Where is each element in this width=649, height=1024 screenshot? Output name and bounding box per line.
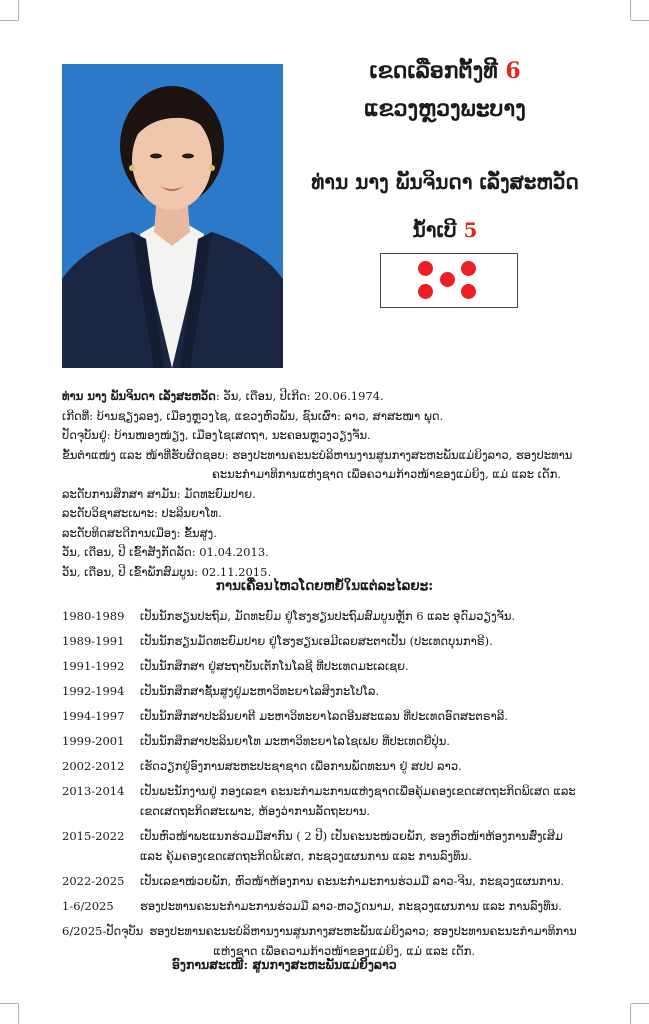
- timeline-year: 1999-2001: [62, 734, 125, 748]
- timeline-year: 1989-1991: [62, 634, 125, 648]
- district-number: 6: [505, 58, 521, 84]
- crop-mark: [631, 1003, 649, 1004]
- ballot-number: 5: [463, 218, 478, 242]
- bio-name-dob: [62, 387, 602, 407]
- timeline-text: [140, 631, 622, 651]
- timeline-text: [140, 871, 622, 891]
- timeline-year: 1980-1989: [62, 609, 125, 623]
- bio-name: ທ່ານ ນາງ ພັນຈິນດາ ເລັ່ງສະຫວັດ: [62, 389, 216, 403]
- bio-residence: ປັດຈຸບັນຢູ່: ບ້ານໜອງໜ່ຽງ, ເມືອງໄຊເສດຖາ, ນະຄອນຫຼວງວຽງຈັນ.: [62, 428, 371, 442]
- crop-mark: [0, 20, 18, 21]
- timeline-text-line: ເປັນນັກສຶກສາ ຢູ່ສະຖາບັນເຕັກໂນໂລຊີ ທີ່ປະເທດມະເລເຊຍ.: [140, 659, 409, 673]
- candidate-name: ທ່ານ ນາງ ພັນຈິນດາ ເລັ່ງສະຫວັດ: [311, 170, 579, 194]
- timeline-text-line: ເປັນນັກສຶກສາປະລິນຍາຕີ ມະຫາວິທະຍາໄລດອີນສະແລນ ທີ່ປະເທດອົດສະຕຣາລີ.: [140, 709, 508, 723]
- timeline-row: [62, 731, 622, 751]
- timeline-row: [62, 656, 622, 676]
- ballot-symbol-box: [380, 253, 518, 308]
- timeline-text: [140, 781, 622, 821]
- timeline-row: [62, 871, 622, 891]
- timeline-text-line: ຮອງປະທານຄະນະກຳມະການຮ່ວມມື ລາວ-ຫວຽດນາມ, ກະຊວງແຜນການ ແລະ ການລົງທຶນ.: [140, 899, 562, 913]
- timeline-list: [62, 606, 622, 966]
- crop-mark: [18, 0, 19, 20]
- nominating-organization: ອົງການສະເໜີ: ສູນກາງສະຫະພັນແມ່ຍິງລາວ: [172, 957, 397, 972]
- bio-position-cont: ຄະນະກຳມາທິການແຫ່ງຊາດ ເພື່ອຄວາມກ້າວໜ້າຂອງແມ່ຍິງ, ແມ່ ແລະ ເດັກ.: [212, 467, 561, 481]
- timeline-text-line: ເປັນນັກຮຽນປະຖົມ, ມັດທະຍົມ ຢູ່ໂຮງຮຽນປະຖົມສົມບູນຫຼັກ 6 ແລະ ອຸດົມວຽງຈັນ.: [140, 609, 516, 623]
- timeline-row: [62, 756, 622, 776]
- biography: [62, 387, 602, 582]
- timeline-year: 1-6/2025: [62, 899, 114, 913]
- timeline-text: [140, 896, 622, 916]
- timeline-text-line: ເປັນນັກສຶກສາຊັ້ນສູງຢູ່ມະຫາວິທະຍາໄລສິງກະໂປໂລ.: [140, 684, 380, 698]
- timeline-text: [140, 731, 622, 751]
- timeline-row: [62, 606, 622, 626]
- timeline-year: 2022-2025: [62, 874, 125, 888]
- timeline-year: 1994-1997: [62, 709, 125, 723]
- red-dot: [418, 261, 433, 276]
- timeline-row: [62, 781, 622, 821]
- district-label: ເຂດເລືອກຕັ້ງທີ: [369, 58, 498, 84]
- timeline-text-line: ເປັນຫົວໜ້າພະແນກຮ່ວມມືສາກົນ ( 2 ປີ) ເປັນຄະນະໜ່ວຍພັກ, ຮອງຫົວໜ້າຫ້ອງການສົ່ງເສີມ: [140, 829, 563, 843]
- timeline-year: 2013-2014: [62, 784, 125, 798]
- bio-dob: : ວັນ, ເດືອນ, ປີເກີດ: 20.06.1974.: [215, 389, 384, 403]
- ballot-label: ນໍ້າເບີ: [412, 218, 457, 242]
- crop-mark: [630, 0, 631, 20]
- red-dot: [461, 284, 476, 299]
- timeline-text-line: ເປັນນັກຮຽນມັດທະຍົມປາຍ ຢູ່ໂຮງຮຽນເອມີເລຍສະຕາເປັນ (ປະເທດບຸນກາຣີ).: [140, 634, 493, 648]
- timeline-year: 6/2025-ປັດຈຸບັນ: [62, 924, 144, 938]
- red-dot: [440, 272, 455, 287]
- timeline-row: [62, 681, 622, 701]
- bio-degree: ລະດັບວິຊາສະເພາະ: ປະລິນຍາໂທ.: [62, 506, 222, 520]
- timeline-text: [140, 606, 622, 626]
- timeline-year: 2015-2022: [62, 829, 125, 843]
- candidate-portrait: [62, 64, 283, 368]
- timeline-text: [140, 706, 622, 726]
- red-dot: [418, 284, 433, 299]
- timeline-text: [149, 921, 622, 961]
- timeline-row: [62, 706, 622, 726]
- crop-mark: [631, 20, 649, 21]
- crop-mark: [0, 1003, 18, 1004]
- timeline-row: [62, 921, 622, 961]
- timeline-text: [140, 656, 622, 676]
- district-heading: [300, 58, 590, 84]
- timeline-text-line: ເປັນເລຂາໜ່ວຍພັກ, ຫົວໜ້າຫ້ອງການ ຄະນະກຳມະການຮ່ວມມື ລາວ-ຈີນ, ກະຊວງແຜນການ.: [140, 874, 565, 888]
- red-dot: [461, 261, 476, 276]
- timeline-year: 2002-2012: [62, 759, 125, 773]
- crop-mark: [18, 1004, 19, 1024]
- timeline-text-line: ເຮັດວຽກຢູ່ອົງການສະຫະປະຊາຊາດ ເພື່ອການພັດທະນາ ຢູ່ ສປປ ລາວ.: [140, 759, 462, 773]
- bio-join-date: ວັນ, ເດືອນ, ປີ ເຂົ້າສັງກັດລັດ: 01.04.2013.: [62, 545, 269, 559]
- timeline-text: [140, 826, 622, 866]
- bio-party-date: ວັນ, ເດືອນ, ປີ ເຂົ້າພັກສົມບູນ: 02.11.2015.: [62, 564, 272, 579]
- province-heading: ແຂວງຫຼວງພະບາງ: [364, 96, 526, 122]
- timeline-row: [62, 826, 622, 866]
- ballot-number-heading: [300, 218, 590, 242]
- timeline-text-line: ຮອງປະທານຄະນະບໍລິຫານງານສູນກາງສະຫະພັນແມ່ຍິງລາວ; ຮອງປະທານຄະນະກຳມາທິການ: [149, 924, 577, 938]
- bio-politics: ລະດັບທິດສະດີການເມືອງ: ຂັ້ນສູງ.: [62, 525, 217, 540]
- portrait-illustration: [62, 64, 283, 368]
- bio-education: ລະດັບການສຶກສາ ສາມັນ: ມັດທະຍົມປາຍ.: [62, 486, 256, 501]
- timeline-year: 1992-1994: [62, 684, 125, 698]
- timeline-text-line: ເປັນພະນັກງານຢູ່ ກອງເລຂາ ຄະນະກຳມະການແຫ່ງຊາດເພື່ອຄຸ້ມຄອງເຂດເສດຖະກິດພິເສດ ແລະ: [140, 784, 576, 798]
- timeline-text-cont: ເຂດເສດຖະກິດສະເພາະ, ຫ້ອງວ່າການລັດຖະບານ.: [140, 804, 371, 818]
- timeline-text: [140, 681, 622, 701]
- timeline-text-cont: ແຫ່ງຊາດ ເພື່ອຄວາມກ້າວໜ້າຂອງແມ່ຍິງ, ແມ່ ແລະ ເດັກ.: [213, 944, 475, 958]
- timeline-row: [62, 631, 622, 651]
- timeline-text-line: ເປັນນັກສຶກສາປະລິນຍາໂທ ມະຫາວິທະຍາໄລໄຊເຟຍ ທີ່ປະເທດຍີ່ປຸ່ນ.: [140, 734, 450, 748]
- timeline-row: [62, 896, 622, 916]
- timeline-text: [140, 756, 622, 776]
- crop-mark: [630, 1004, 631, 1024]
- timeline-title: ການເຄື່ອນໄຫວໂດຍຫຍໍ້ໃນແຕ່ລະໄລຍະ:: [215, 578, 434, 594]
- bio-position: ຂັ້ນຕຳແໜ່ງ ແລະ ໜ້າທີ່ຮັບຜິດຊອບ: ຮອງປະທານຄະນະບໍລິຫານງານສູນກາງສະຫະພັນແມ່ຍິງລາວ, ຮອງປະທານ: [62, 447, 573, 462]
- bio-birthplace: ເກີດທີ່: ບ້ານຊຽງລອງ, ເມືອງຫຼວງໄຊ, ແຂວງຫົວພັນ, ຊົນເຜົ່າ: ລາວ, ສາສະໜາ ພຸດ.: [62, 408, 444, 423]
- timeline-year: 1991-1992: [62, 659, 125, 673]
- timeline-text-cont: ແລະ ຄຸ້ມຄອງເຂດເສດຖະກິດພິເສດ, ກະຊວງແຜນການ ແລະ ການລົງທຶນ.: [140, 849, 472, 863]
